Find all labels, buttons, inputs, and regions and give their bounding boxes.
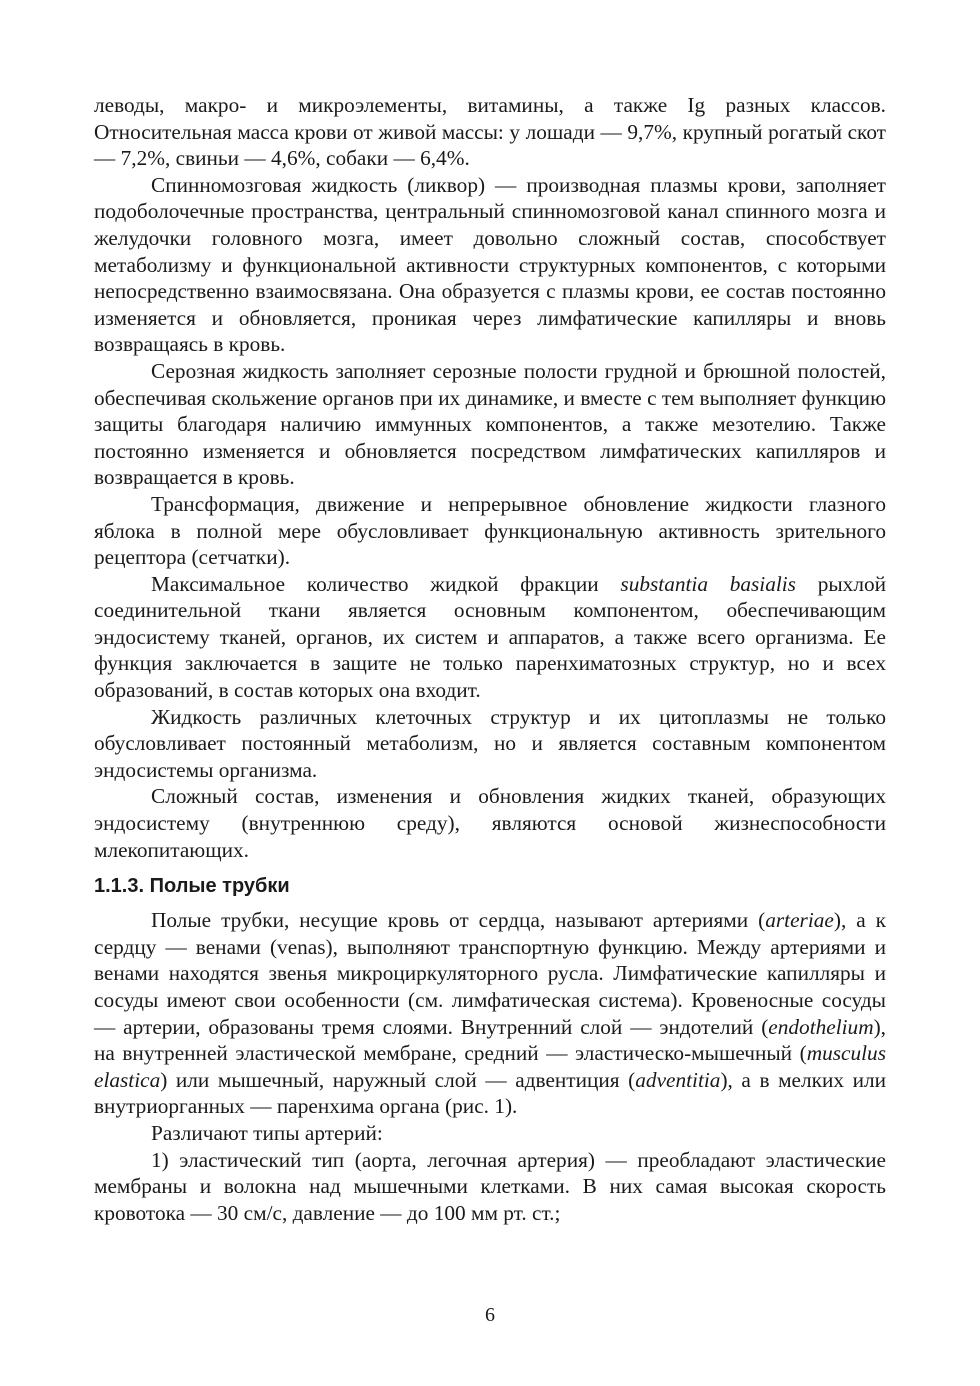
paragraph-substantia bbox=[94, 571, 886, 704]
text-fragment: ), а в мелких или внутриорганных — паренхима органа (рис. 1). bbox=[94, 1067, 887, 1119]
text-fragment: Полые трубки, несущие кровь от сердца, называют артериями ( bbox=[151, 908, 766, 933]
paragraph-liquor: Спинномозговая жидкость (ликвор) — производная плазмы крови, заполняет подоболочечные пространства, центральный спинномозговой канал спинного мозга и желудочки головного мозга, имеет довольно сложный состав, способствует метаболизму и функциональной активности структурных компонентов, с которыми непосредственно взаимосвязана. Она образуется с плазмы крови, ее состав постоянно изменяется и обновляется, проникая через лимфатические капилляры и вновь возвращаясь в кровь. bbox=[94, 172, 886, 357]
text-fragment: ), а к сердцу — венами (venas), выполняют транспортную функцию. Между артериями и венами находятся звенья микроциркуляторного русла. Лимфатические капилляры и сосуды имеют свои особенности (см. лимфатическая система). Кровеносные сосуды — артерии, образованы тремя слоями. Внутренний слой — эндотелий ( bbox=[94, 908, 886, 1039]
paragraph-endosystem: Сложный состав, изменения и обновления жидких тканей, образующих эндосистему (внутреннюю среду), являются основой жизнеспособности млекопитающих. bbox=[94, 784, 886, 862]
paragraph-substantia-after: рыхлой соединительной ткани является основным компонентом, обеспечивающим эндосистему тканей, органов, их систем и аппаратов, а также всего организма. Ее функция заключается в защите не только паренхиматозных структур, но и всех образований, в состав которых она входит. bbox=[94, 571, 886, 703]
page-body bbox=[94, 92, 886, 1226]
paragraph-blood-mass: леводы, макро- и микроэлементы, витамины, а также Ig разных классов. Относительная масса крови от живой массы: у лошади — 9,7%, крупный рогатый скот — 7,2%, свиньи — 4,6%, собаки — 6,4%. bbox=[94, 93, 886, 171]
page-number: 6 bbox=[485, 1304, 495, 1326]
latin-term: arteriae bbox=[765, 908, 834, 933]
paragraph-artery-types-intro: Различают типы артерий: bbox=[151, 1120, 383, 1145]
paragraph-eye-fluid: Трансформация, движение и непрерывное обновление жидкости глазного яблока в полной мере обусловливает функциональную активность зрительного рецептора (сетчатки). bbox=[94, 491, 886, 570]
section-heading: 1.1.3. Полые трубки bbox=[94, 875, 290, 898]
latin-term: adventitia bbox=[635, 1067, 721, 1092]
latin-term: musculus elastica bbox=[94, 1041, 886, 1092]
latin-term: substantia basialis bbox=[620, 571, 796, 596]
paragraph-cell-fluid: Жидкость различных клеточных структур и их цитоплазмы не только обусловливает постоянный метаболизм, но и является составным компонентом эндосистемы организма. bbox=[94, 704, 886, 782]
paragraph-vessels bbox=[94, 907, 886, 1120]
paragraph-substantia-before: Максимальное количество жидкой фракции bbox=[151, 571, 621, 596]
paragraph-serous-fluid: Серозная жидкость заполняет серозные полости грудной и брюшной полостей, обеспечивая скольжение органов при их динамике, и вместе с тем выполняет функцию защиты благодаря наличию иммунных компонентов, а также мезотелию. Также постоянно изменяется и обновляется посредством лимфатических капилляров и возвращается в кровь. bbox=[94, 358, 886, 490]
latin-term: endothelium bbox=[768, 1014, 874, 1039]
text-fragment: ) или мышечный, наружный слой — адвентиция ( bbox=[160, 1067, 636, 1092]
paragraph-elastic-type: 1) эластический тип (аорта, легочная артерия) — преобладают эластические мембраны и волокна над мышечными клетками. В них самая высокая скорость кровотока — 30 см/с, давление — до 100 мм рт. ст.; bbox=[94, 1147, 886, 1225]
text-fragment: ), на внутренней эластической мембране, средний — эластическо-мышечный ( bbox=[94, 1014, 886, 1066]
